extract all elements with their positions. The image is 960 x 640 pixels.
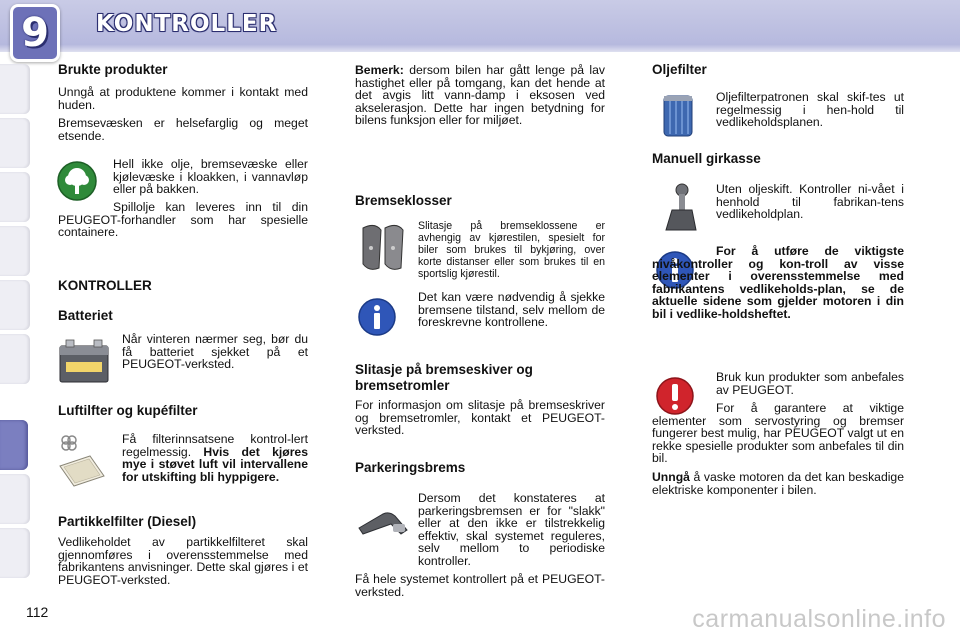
warning-text-1: Bruk kun produkter som anbefales av PEUGEOT. [716,370,904,397]
env-text: Hell ikke olje, bremsevæske eller kjølevæske i kloakken, i vannavløp eller på bakken. [113,157,308,197]
brake-pads-heading: Bremseklosser [355,193,452,208]
oil-filter-heading: Oljefilter [652,62,707,77]
air-filter-text: Få filterinnsatsene kontrol-lert regelmessig. [122,432,308,459]
air-filter-text-bold: Hvis det kjøres mye i støvet luft vil intervallene for utskifting bli hyppigere. [122,444,308,484]
battery-text-block [122,333,308,371]
edge-tab-4[interactable] [0,226,30,276]
used-products-section [58,62,308,142]
brake-info-text-block [418,291,605,329]
gearbox-text: Uten oljeskift. Kontroller ni-vået i henhold til fabrikan-tens vedlikeholdplan. [716,182,904,222]
used-products-p2: Bremsevæsken er helsefarglig og meget etsende. [58,116,308,143]
parking-brake-text: Dersom det konstateres at parkeringsbremsen er for "slakk" eller at den ikke er tilstrekkelig effektiv, skal systemet reguleres, selv mellom to periodiske kontroller. [418,491,605,568]
discs-text-block [355,399,605,437]
edge-tab-6[interactable] [0,334,30,384]
particle-filter-text: Vedlikeholdet av partikkelfilteret skal gjennomføres i overensstemmelse med fabrikantens anvisninger. Dette skal gjøres i et PEUGEOT-verksted. [58,535,308,587]
parking-brake-text-block [418,492,605,568]
edge-tab-active[interactable] [0,420,28,470]
battery-icon [56,334,112,386]
info-bold-text: For å utføre de viktigste nivåkontroller og kon-troll av visse elementer i overensstemmelse med fabrikantens vedlikeholds-plan, se de aktuelle sidene som gjelder motoren i din bil i vedlike-holdsheftet. [652,244,904,321]
edge-tab-3[interactable] [0,172,30,222]
edge-tab-2[interactable] [0,118,30,168]
parking-brake-heading: Parkeringsbrems [355,460,466,475]
air-filter-heading: Luftilfter og kupéfilter [58,403,198,418]
edge-tab-9[interactable] [0,528,30,578]
used-products-p1: Unngå at produktene kommer i kontakt med huden. [58,85,308,112]
env-text-2: Spillolje kan leveres inn til din PEUGEOT-forhandler som har spesielle containere. [58,200,308,240]
remark-label: Bemerk: [355,63,404,77]
env-text-block [113,158,308,196]
chapter-number: 9 [21,10,49,56]
info-bold-block [652,245,904,321]
used-products-heading: Brukte produkter [58,62,168,77]
battery-heading: Batteriet [58,308,113,323]
gearbox-heading: Manuell girkasse [652,151,761,166]
air-filter-icon [56,430,108,490]
avoid-text: å vaske motoren da det kan beskadige elektriske komponenter i bilen. [652,469,904,497]
discs-heading: Slitasje på bremseskiver og bremsetromler [355,362,533,393]
edge-tab-8[interactable] [0,474,30,524]
gearbox-text-block [716,183,904,221]
oil-filter-text-block [716,91,904,129]
parking-brake-text-2: Få hele systemet kontrollert på et PEUGEOT-verksted. [355,572,605,599]
remark-block [355,64,605,127]
warning-text-2: For å garantere at viktige elementer som servostyring og bremser fungerer best mulig, har PEUGEOT valgt ut en rekke spesielle produkter som anbefales til din bil. [652,401,904,466]
info-icon [357,297,397,337]
particle-filter-heading: Partikkelfilter (Diesel) [58,514,197,529]
header-fade [0,44,960,52]
chapter-tab [10,4,60,62]
oil-filter-icon [660,92,696,140]
page-title: KONTROLLER [96,11,278,37]
battery-text: Når vinteren nærmer seg, bør du få batteriet sjekket på et PEUGEOT-verksted. [122,332,308,372]
particle-filter-text-block [58,536,308,586]
section-title-kontroller: KONTROLLER [58,278,152,293]
brake-pads-text: Slitasje på bremseklossene er avhengig av kjørestilen, spesielt for biler som brukes til bykjøring, over korte distanser eller som brukes til en sportslig kjørestil. [418,220,605,280]
avoid-label: Unngå [652,469,690,484]
discs-text: For informasjon om slitasje på bremseskriver og bremsetromler, kontakt et PEUGEOT-verksted. [355,398,605,438]
oil-filter-text: Oljefilterpatronen skal skif-tes ut regelmessig i hen-hold til vedlikeholdsplanen. [716,90,904,130]
edge-tab-5[interactable] [0,280,30,330]
remark-text: dersom bilen har gått lenge på lav hastighet eller på tomgang, kan det hende at det avgis litt vann-damp i eksosen ved akselerasjon. Dette har ingen betydning for bilens funksjon eller for miljøet. [355,63,605,128]
tree-icon [56,160,98,202]
warning-text-block [716,371,904,396]
brake-pads-text-block [418,220,605,280]
gear-lever-icon [658,182,698,234]
page-number: 112 [26,604,49,620]
watermark: carmanualsonline.info [692,605,946,633]
air-filter-text-block [122,433,308,483]
warning-text-block-2 [652,402,904,496]
parking-brake-lever-icon [355,500,411,540]
brake-pads-icon [357,220,409,276]
parking-brake-text-block-2 [355,573,605,598]
brake-info-text: Det kan være nødvendig å sjekke bremsene tilstand, selv mellom de foreskrevne kontrollene. [418,290,605,330]
edge-tab-1[interactable] [0,64,30,114]
env-text-block-2 [58,201,308,239]
